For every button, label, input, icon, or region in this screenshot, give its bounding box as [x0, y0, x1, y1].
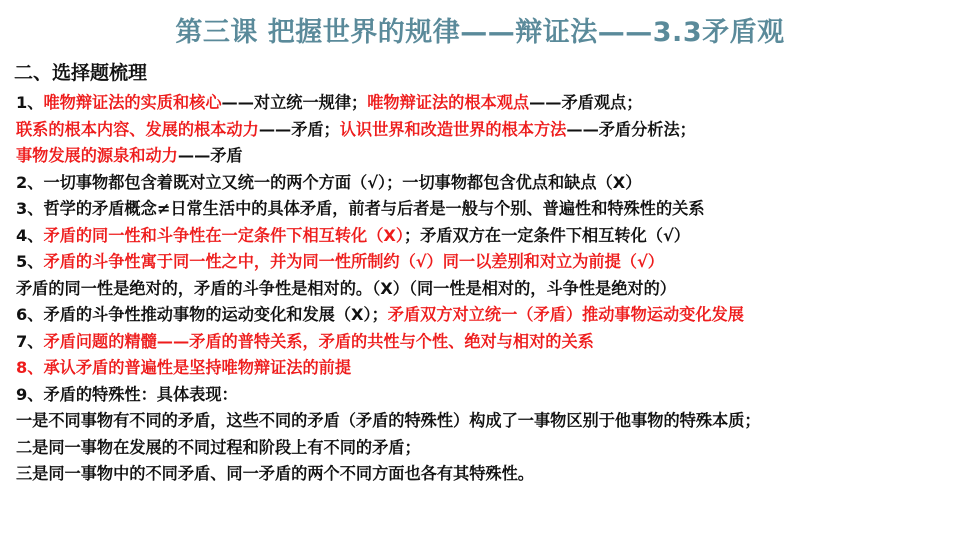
content-line — [16, 223, 956, 250]
highlighted-text: 联系的根本内容、发展的根本动力 — [16, 119, 259, 139]
content-line — [16, 355, 956, 382]
body-text: 2、一切事物都包含着既对立又统一的两个方面（√）；一切事物都包含优点和缺点（X） — [16, 172, 642, 192]
highlighted-text: 矛盾问题的精髓——矛盾的普特关系，矛盾的共性与个性、绝对与相对的关系 — [43, 331, 594, 351]
content-line — [16, 382, 956, 409]
content-line — [16, 461, 956, 488]
body-text: 1、 — [16, 93, 44, 112]
content-line — [16, 276, 956, 303]
body-text: ——矛盾 — [177, 146, 243, 165]
content-line — [16, 249, 956, 276]
highlighted-text: 8、承认矛盾的普遍性是坚持唯物辩证法的前提 — [16, 358, 352, 377]
body-text: 4、 — [16, 225, 44, 245]
highlighted-text: 事物发展的源泉和动力 — [16, 146, 178, 165]
body-text: 7、 — [16, 331, 44, 351]
body-text: 5、 — [16, 252, 44, 271]
body-text: 6、矛盾的斗争性推动事物的运动变化和发展（X）； — [16, 305, 388, 324]
body-text: ——矛盾观点； — [529, 93, 643, 112]
page-title: 第三课 把握世界的规律——辩证法——3.3矛盾观 — [175, 17, 785, 48]
body-text: ——矛盾分析法； — [566, 119, 696, 139]
body-text: 三是同一事物中的不同矛盾、同一矛盾的两个不同方面也各有其特殊性。 — [16, 464, 534, 483]
content-line — [16, 117, 956, 144]
highlighted-text: 认识世界和改造世界的根本方法 — [339, 119, 567, 139]
content-line — [16, 329, 956, 356]
content-line — [16, 196, 956, 223]
content-line — [16, 435, 956, 462]
highlighted-text: 矛盾的同一性和斗争性在一定条件下相互转化（X） — [43, 225, 404, 245]
content-line — [16, 90, 956, 117]
body-text: 二是同一事物在发展的不同过程和阶段上有不同的矛盾； — [16, 437, 421, 457]
body-text: 9、矛盾的特殊性：具体表现： — [16, 384, 238, 404]
body-text: ——对立统一规律； — [221, 93, 368, 112]
content-line — [16, 302, 956, 329]
highlighted-text: 矛盾的斗争性寓于同一性之中，并为同一性所制约（√）同一以差别和对立为前提（√） — [43, 252, 664, 271]
body-text: ；矛盾双方在一定条件下相互转化（√） — [403, 225, 690, 245]
body-text: 一是不同事物有不同的矛盾，这些不同的矛盾（矛盾的特殊性）构成了一事物区别于他事物的特殊本质； — [16, 411, 761, 430]
content-line — [16, 408, 956, 435]
body-text: 矛盾的同一性是绝对的，矛盾的斗争性是相对的。（X）（同一性是相对的，斗争性是绝对的） — [16, 278, 676, 298]
body-text: 3、哲学的矛盾概念≠日常生活中的具体矛盾，前者与后者是一般与个别、普遍性和特殊性的关系 — [16, 199, 705, 218]
highlighted-text: 唯物辩证法的根本观点 — [367, 93, 530, 112]
highlighted-text: 唯物辩证法的实质和核心 — [43, 93, 222, 112]
content-line — [16, 170, 956, 197]
body-text: ——矛盾； — [258, 119, 340, 139]
section-heading: 二、选择题梳理 — [14, 62, 148, 84]
content-line — [16, 143, 956, 170]
content-lines — [16, 90, 956, 488]
highlighted-text: 矛盾双方对立统一（矛盾）推动事物运动变化发展 — [387, 305, 744, 324]
